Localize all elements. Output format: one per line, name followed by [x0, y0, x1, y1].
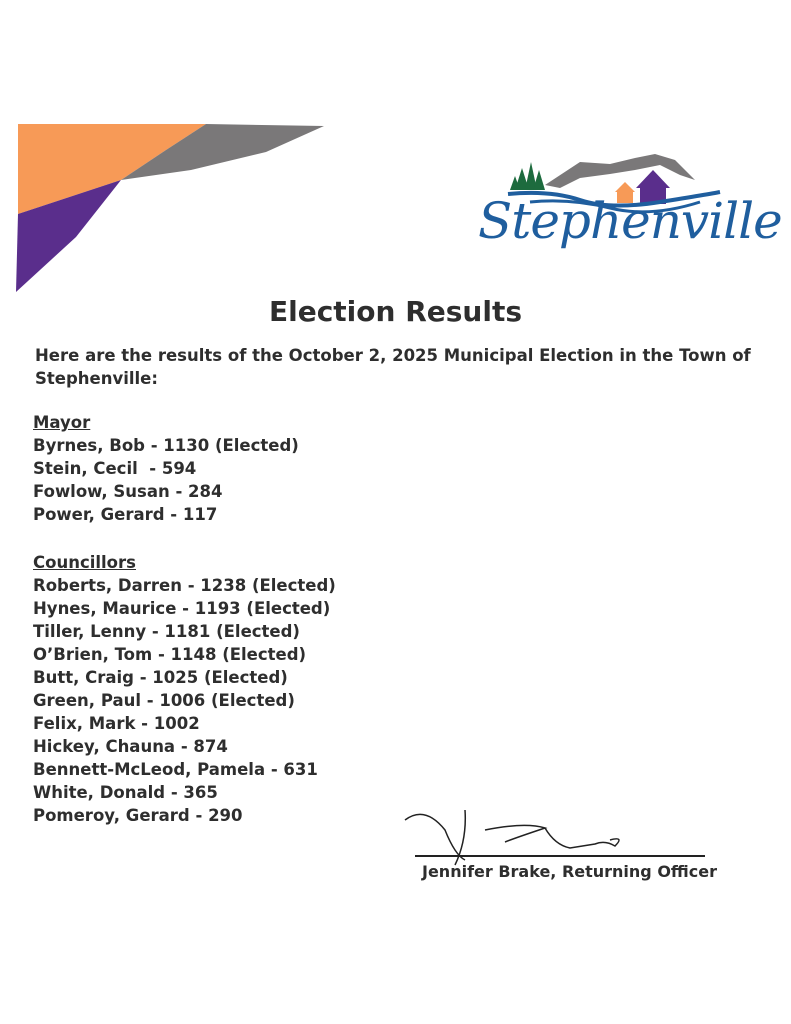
page-title: Election Results [268, 295, 522, 328]
mountain-icon [545, 154, 695, 188]
intro-text: Here are the results of the October 2, 2025 Municipal Election in the Town of Stephenville: [35, 346, 751, 388]
candidate-row: Butt, Craig - 1025 (Elected) [33, 668, 288, 687]
candidate-row: Felix, Mark - 1002 [33, 714, 200, 733]
candidate-row: Bennett-McLeod, Pamela - 631 [33, 760, 318, 779]
candidate-row: Hynes, Maurice - 1193 (Elected) [33, 599, 331, 618]
candidate-row: O’Brien, Tom - 1148 (Elected) [33, 645, 307, 664]
trees-icon [510, 162, 545, 190]
candidate-row: Fowlow, Susan - 284 [33, 482, 223, 501]
candidate-row: Byrnes, Bob - 1130 (Elected) [33, 436, 299, 455]
councillors-section [33, 551, 336, 827]
candidate-row: Pomeroy, Gerard - 290 [33, 806, 243, 825]
candidate-row: Green, Paul - 1006 (Elected) [33, 691, 295, 710]
candidate-row: Roberts, Darren - 1238 (Elected) [33, 576, 336, 595]
candidate-row: Tiller, Lenny - 1181 (Elected) [33, 622, 300, 641]
signature-scribble [395, 800, 715, 870]
signature-line [415, 855, 705, 857]
corner-graphic [16, 122, 326, 294]
councillors-heading: Councillors [33, 553, 136, 572]
candidate-row: Power, Gerard - 117 [33, 505, 218, 524]
mayor-heading: Mayor [33, 413, 91, 432]
logo-wordmark: Stephenville [478, 192, 782, 250]
candidate-row: Stein, Cecil - 594 [33, 459, 197, 478]
signature-name: Jennifer Brake, Returning Officer [422, 862, 717, 881]
candidate-row: Hickey, Chauna - 874 [33, 737, 228, 756]
mayor-section [33, 411, 299, 526]
candidate-row: White, Donald - 365 [33, 783, 218, 802]
